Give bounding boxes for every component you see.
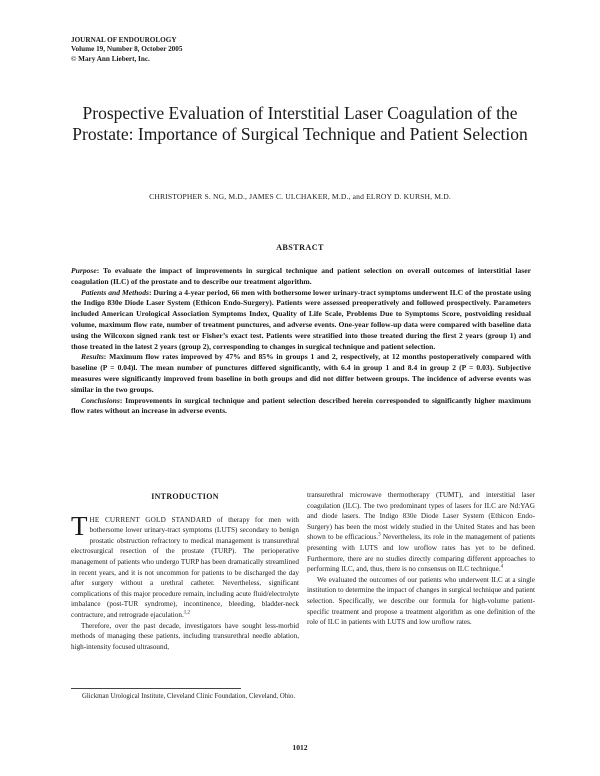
left-column [71, 490, 299, 652]
intro-r1-text: transurethral microwave thermotherapy (TUMT), and interstitial laser coagulation (ILC). The two predominant types of lasers for ILC are Nd:YAG and diode lasers. The Indigo 830e Diode Laser System (Ethicon Endo-Surgery) has been the most widely studied in the United States and has been shown to be efficacious. [307, 491, 535, 542]
journal-copyright: © Mary Ann Liebert, Inc. [71, 54, 150, 63]
journal-issue: Volume 19, Number 8, October 2005 [71, 45, 183, 54]
abstract-heading: ABSTRACT [276, 243, 324, 252]
abstract-body [71, 266, 531, 417]
journal-name: JOURNAL OF ENDOUROLOGY [71, 36, 177, 44]
citation-ref: 4 [500, 564, 504, 570]
introduction-heading: INTRODUCTION [151, 492, 219, 501]
intro-paragraph-1 [71, 510, 299, 621]
page-number: 1012 [292, 743, 308, 752]
intro-p1-text: of therapy for men with bothersome lower urinary-tract symptoms (LUTS) secondary to benign prostatic obstruction refractory to medical management is transurethral electrosurgical resection of the prostate (TURP). The perioperative management of patients who undergo TURP has been dramatically streamlined in recent years, and it is not uncommon for patients to be discharged the day after surgery without a urethral catheter. Nevertheless, significant complications of this major procedure remain, including acute fluid/electrolyte imbalance (post-TUR syndrome), incontinence, bleeding, bladder-neck contracture, and retrograde ejaculation. [71, 515, 299, 619]
conclusions-label: Conclusions [81, 395, 120, 405]
journal-header [71, 36, 182, 64]
abstract-purpose [71, 266, 531, 288]
purpose-label: Purpose [71, 266, 97, 275]
results-text: : Maximum flow rates improved by 47% and 85% in groups 1 and 2, respectively, at 12 months postoperatively compared with baseline (P = 0.04)l. The mean number of punctures differed significantly, with 6.4 in group 1 and 8.4 in group 2 (P = 0.03). Subjective measures were significantly improved from baseline in both groups and did not differ between groups. The incidence of adverse events was similar in the two groups. [71, 352, 531, 394]
intro-paragraph-4: We evaluated the outcomes of our patients who underwent ILC at a single institution to determine the impact of changes in surgical technique and patient selection. Specifically, we describe our formula for high-volume patient-specific treatment and propose a treatment algorithm as one definition of the role of ILC in patients with LUTS and low uroflow rates. [307, 575, 535, 627]
abstract-results [71, 352, 531, 395]
intro-paragraph-3 [307, 490, 535, 575]
citation-ref: 3 [378, 532, 381, 538]
methods-label: Patients and Methods [81, 287, 149, 297]
intro-r1b-text: Nevertheless, its role in the management of patients presenting with LUTS and low uroflow rates has yet to be defined. Furthermore, there are no studies directly comparing different approaches to performing ILC, and, thus, there is no consensus on ILC technique. [307, 533, 535, 574]
drop-cap: T [71, 510, 88, 541]
purpose-text: : To evaluate the impact of improvements in surgical technique and patient selection on overall outcomes of interstitial laser coagulation (ILC) of the prostate and to describe our treatment algorithm. [71, 266, 531, 286]
affiliation-footnote: Glickman Urological Institute, Cleveland Clinic Foundation, Cleveland, Ohio. [82, 693, 296, 700]
article-title: Prospective Evaluation of Interstitial Laser Coagulation of the Prostate: Importance of Surgical Technique and Patient Selection [72, 103, 528, 144]
author-list: CHRISTOPHER S. NG, M.D., JAMES C. ULCHAKER, M.D., and ELROY D. KURSH, M.D. [149, 192, 451, 201]
footnote-rule [71, 688, 241, 689]
conclusions-text: : Improvements in surgical technique and patient selection described herein corresponded to significantly higher maximum flow rates without an increase in adverse events. [71, 395, 531, 416]
abstract-methods [71, 288, 531, 353]
methods-text: : During a 4-year period, 66 men with bothersome lower urinary-tract symptoms underwent ILC of the prostate using the Indigo 830e Diode Laser System (Ethicon Endo-Surgery). Patients were assessed preoperatively and followed prospectively. Parameters included American Urological Association Symptoms Index, Quality of Life Scale, Problems Due to Symptoms Score, postvoiding residual volume, maximum flow rate, number of treatment punctures, and adverse events. One-year follow-up data were compared with baseline data using the Wilcoxon signed rank test or Fisher’s exact test. Patients were stratified into those treated during the first 2 years (group 1) and those treated in the latest 2 years (group 2), corresponding to changes in surgical technique and patient selection. [71, 287, 531, 351]
right-column [307, 490, 535, 628]
results-label: Results [81, 352, 104, 362]
intro-paragraph-2: Therefore, over the past decade, investigators have sought less-morbid methods of managing these patients, including transurethral needle ablation, high-intensity focused ultrasound, [71, 621, 299, 651]
intro-small-caps: HE CURRENT GOLD STANDARD [89, 515, 212, 524]
abstract-conclusions [71, 396, 531, 418]
citation-ref: 1,2 [183, 610, 190, 616]
